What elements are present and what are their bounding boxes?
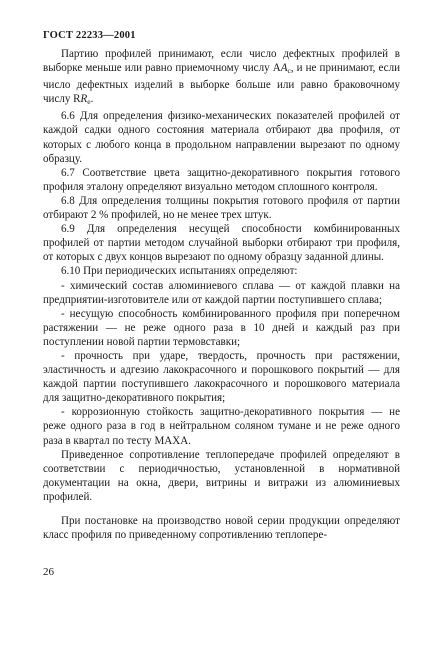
page-number: 26 — [43, 566, 54, 578]
paragraph-heat-transfer: Приведенное сопротивление теплопередаче профилей определяют в соответствии с периодичностью, установленной в нормативной документации на окна, двери, витрины и витражи из алюминиевых профилей. — [43, 448, 400, 503]
list-item-chemical: - химический состав алюминиевого сплава — от каждой плавки на предприятии-изготовителе или от каждой партии поступившего сплава; — [43, 279, 400, 306]
list-item-load-capacity: - несущую способность комбинированного профиля при поперечном растяжении — не реже одного раза в 10 дней и каждый раз при поступлении новой партии термовставки; — [43, 307, 400, 348]
standard-header: ГОСТ 22233—2001 — [43, 30, 136, 41]
clause-6-8: 6.8 Для определения толщины покрытия готового профиля от партии отбирают 2 % профилей, но не менее трех штук. — [43, 194, 400, 222]
paragraph-acceptance: Партию профилей принимают, если число дефектных профилей в выборке меньше или равно приемочному числу $AA_c$, и не принимают, если число дефектных изделий в выборке больше или равно браковочному числу $RR_e$. — [43, 48, 400, 107]
clause-6-7: 6.7 Соответствие цвета защитно-декоративного покрытия готового профиля эталону определяют визуально методом сплошного контроля. — [43, 166, 400, 193]
clause-6-9: 6.9 Для определения несущей способности комбинированных профилей от партии методом случайной выборки отбирают три профиля, от которых с двух концов вырезают по одному образцу заданной длины. — [43, 223, 400, 264]
list-item-corrosion: - коррозионную стойкость защитно-декоративного покрытия — не реже одного раза в год в нейтральном соляном тумане и не реже одного раза в квартал по тесту MAXA. — [43, 406, 400, 447]
paragraph-new-series: При постановке на производство новой серии продукции определяют класс профиля по приведенному сопротивлению теплопере- — [43, 515, 400, 542]
subscript-e: e — [87, 97, 91, 107]
list-item-strength: - прочность при ударе, твердость, прочность при растяжении, эластичность и адгезию лакокрасочного и порошкового покрытий — для каждой партии поступившего лакокрасочного и порошкового материала для защитно-декоративного покрытия; — [43, 349, 400, 405]
subscript-c: c — [287, 66, 291, 76]
clause-6-10: 6.10 При периодических испытаниях определяют: — [61, 265, 298, 278]
document-body — [43, 47, 400, 542]
clause-6-6: 6.6 Для определения физико-механических показателей профилей от каждой садки одного состояния материала отбирают два профиля, от которых с любого конца в продольном направлении вырезают по одному образцу. — [43, 110, 400, 165]
